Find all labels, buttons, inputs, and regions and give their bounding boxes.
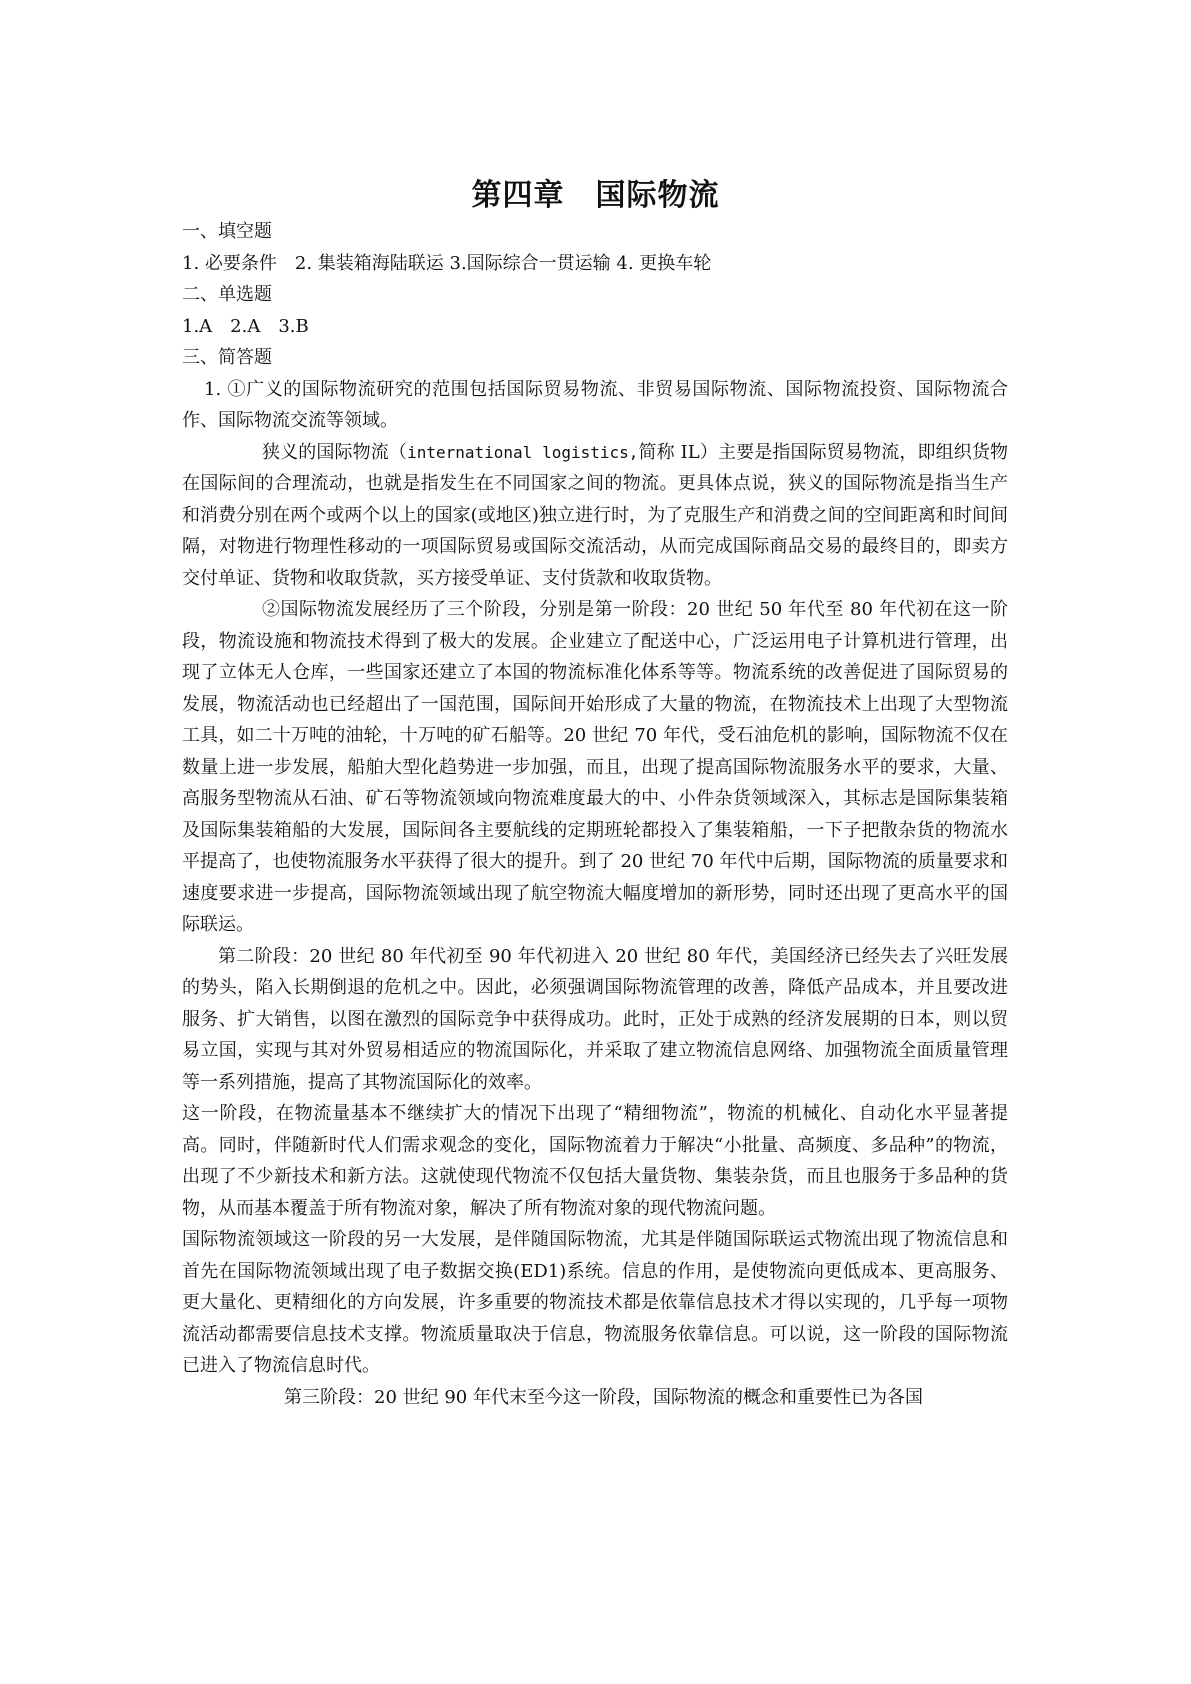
document-body [182, 216, 1008, 1413]
single-choice-heading: 二、单选题 [182, 284, 272, 305]
paragraph-2-rest: 简称 IL）主要是指国际贸易物流，即组织货物在国际间的合理流动，也就是指发生在不同国家之间的物流。更具体点说，狭义的国际物流是指当生产和消费分别在两个或两个以上的国家(或地区)独立进行时，为了克服生产和消费之间的空间距离和时间间隔，对物进行物理性移动的一项国际贸易或国际交流活动，从而完成国际商品交易的最终目的，即卖方交付单证、货物和收取货款，买方接受单证、支付货款和收取货物。 [182, 441, 1009, 589]
answer-paragraph-6: 国际物流领域这一阶段的另一大发展，是伴随国际物流，尤其是伴随国际联运式物流出现了物流信息和首先在国际物流领域出现了电子数据交换(ED1)系统。信息的作用，是使物流向更低成本、更高服务、更大量化、更精细化的方向发展，许多重要的物流技术都是依靠信息技术才得以实现的，几乎每一项物流活动都需要信息技术支撑。物流质量取决于信息，物流服务依靠信息。可以说，这一阶段的国际物流已进入了物流信息时代。 [182, 1229, 1008, 1376]
answer-paragraph-4: 第二阶段：20 世纪 80 年代初至 90 年代初进入 20 世纪 80 年代，美国经济已经失去了兴旺发展的势头，陷入长期倒退的危机之中。因此，必须强调国际物流管理的改善，降低产品成本，并且要改进服务、扩大销售，以图在激烈的国际竞争中获得成功。此时，正处于成熟的经济发展期的日本，则以贸易立国，实现与其对外贸易相适应的物流国际化，并采取了建立物流信息网络、加强物流全面质量管理等一系列措施，提高了其物流国际化的效率。 [182, 945, 1008, 1093]
fill-blank-heading: 一、填空题 [182, 221, 272, 242]
paragraph-2-lead: 狭义的国际物流（ [262, 441, 408, 463]
short-answer-heading: 三、简答题 [182, 347, 272, 368]
answer-paragraph-1: 1. ①广义的国际物流研究的范围包括国际贸易物流、非贸易国际物流、国际物流投资、国际物流合作、国际物流交流等领域。 [182, 378, 1008, 431]
chapter-title: 第四章 国际物流 [471, 178, 720, 213]
answer-paragraph-3: ②国际物流发展经历了三个阶段，分别是第一阶段：20 世纪 50 年代至 80 年代初在这一阶段，物流设施和物流技术得到了极大的发展。企业建立了配送中心，广泛运用电子计算机进行管理，出现了立体无人仓库，一些国家还建立了本国的物流标准化体系等等。物流系统的改善促进了国际贸易的发展，物流活动也已经超出了一国范围，国际间开始形成了大量的物流，在物流技术上出现了大型物流工具，如二十万吨的油轮，十万吨的矿石船等。20 世纪 70 年代，受石油危机的影响，国际物流不仅在数量上进一步发展，船舶大型化趋势进一步加强，而且，出现了提高国际物流服务水平的要求，大量、高服务型物流从石油、矿石等物流领域向物流难度最大的中、小件杂货领域深入，其标志是国际集装箱及国际集装箱船的大发展，国际间各主要航线的定期班轮都投入了集装箱船，一下子把散杂货的物流水平提高了，也使物流服务水平获得了很大的提升。到了 20 世纪 70 年代中后期，国际物流的质量要求和速度要求进一步提高，国际物流领域出现了航空物流大幅度增加的新形势，同时还出现了更高水平的国际联运。 [182, 599, 1008, 935]
answer-paragraph-7: 第三阶段：20 世纪 90 年代末至今这一阶段，国际物流的概念和重要性已为各国 [284, 1386, 923, 1408]
fill-blank-answers: 1. 必要条件 2. 集装箱海陆联运 3.国际综合一贯运输 4. 更换车轮 [182, 252, 712, 274]
answer-paragraph-5: 这一阶段，在物流量基本不继续扩大的情况下出现了“精细物流”，物流的机械化、自动化水平显著提高。同时，伴随新时代人们需求观念的变化，国际物流着力于解决“小批量、高频度、多品种”的物流，出现了不少新技术和新方法。这就使现代物流不仅包括大量货物、集装杂货，而且也服务于多品种的货物，从而基本覆盖于所有物流对象，解决了所有物流对象的现代物流问题。 [182, 1103, 1008, 1219]
single-choice-answers: 1.A 2.A 3.B [182, 315, 309, 337]
paragraph-2-english-term: international logistics, [407, 442, 639, 462]
answer-paragraph-2 [182, 437, 1008, 595]
